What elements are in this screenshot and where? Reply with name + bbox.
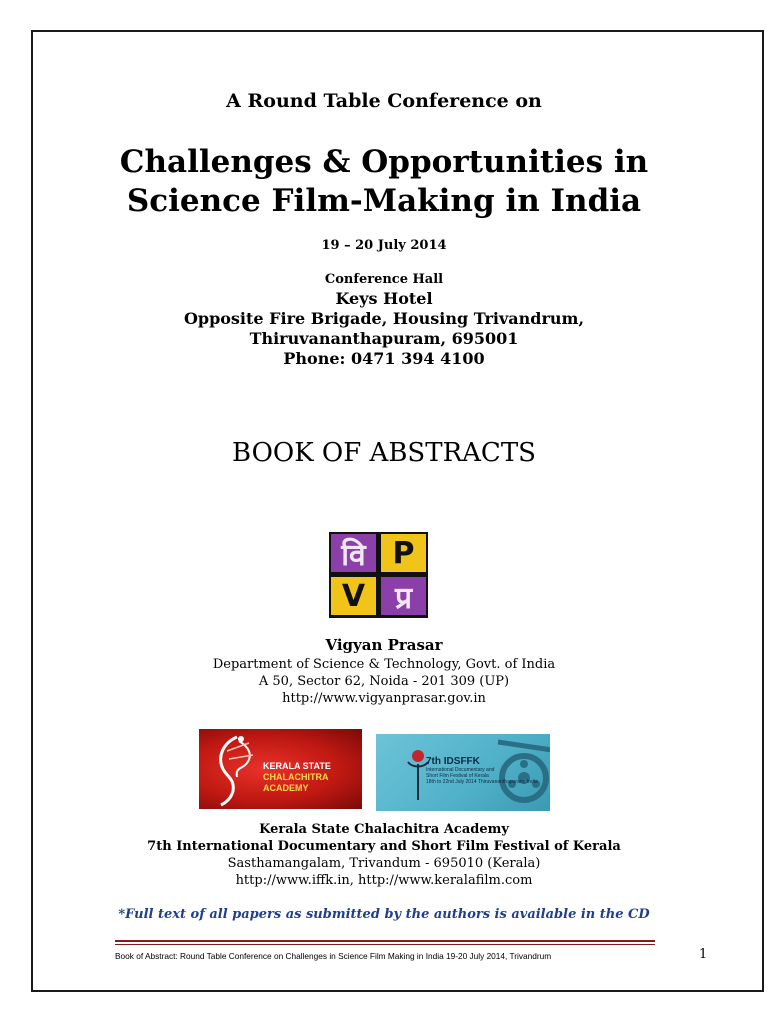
footer-rule-bottom bbox=[115, 944, 655, 945]
venue-name: Keys Hotel bbox=[335, 289, 433, 308]
organizer-name: Vigyan Prasar bbox=[325, 636, 443, 654]
organizer-dept: Department of Science & Technology, Govt. of India bbox=[212, 657, 556, 672]
main-title-line1: Challenges & Opportunities in bbox=[119, 144, 649, 180]
film-dancer-icon bbox=[209, 733, 269, 807]
logo-quadrant-vi: वि bbox=[331, 534, 376, 572]
co-organizer-festival: 7th International Documentary and Short Film Festival of Kerala bbox=[147, 839, 621, 854]
footer-rule-top bbox=[115, 940, 655, 942]
book-title: BOOK OF ABSTRACTS bbox=[232, 438, 536, 468]
co-organizer-urls: http://www.iffk.in, http://www.keralafilm.com bbox=[235, 873, 533, 888]
main-title bbox=[0, 143, 768, 221]
logo-quadrant-p: P bbox=[381, 534, 426, 572]
logo-quadrant-pra: प्र bbox=[381, 577, 426, 615]
idsffk-logo-line4: 18th to 22nd July 2014 Thiruvananthapuram, India bbox=[426, 779, 538, 785]
logo-quadrant-v: V bbox=[331, 577, 376, 615]
page-number: 1 bbox=[699, 947, 708, 962]
kerala-logo-text bbox=[263, 761, 331, 794]
pre-title: A Round Table Conference on bbox=[226, 90, 542, 112]
venue-label: Conference Hall bbox=[324, 272, 444, 287]
vigyan-prasar-logo bbox=[329, 532, 428, 618]
co-organizer-name: Kerala State Chalachitra Academy bbox=[259, 822, 509, 837]
organizer-address: A 50, Sector 62, Noida - 201 309 (UP) bbox=[258, 674, 510, 689]
venue-phone: Phone: 0471 394 4100 bbox=[283, 349, 485, 368]
venue-address-line2: Thiruvananthapuram, 695001 bbox=[249, 329, 519, 348]
idsffk-logo-text bbox=[426, 756, 538, 785]
idsffk-logo-line2: International Documentary and bbox=[426, 767, 495, 773]
footer-text: Book of Abstract: Round Table Conference on Challenges in Science Film Making in India 19-20 July 2014, Trivandrum bbox=[115, 951, 552, 961]
kerala-logo-line2: CHALACHITRA bbox=[263, 772, 329, 782]
co-organizer-address: Sasthamangalam, Trivandum - 695010 (Kerala) bbox=[227, 856, 541, 871]
kerala-logo-line1: KERALA STATE bbox=[263, 761, 331, 771]
venue-address-line1: Opposite Fire Brigade, Housing Trivandrum, bbox=[183, 309, 585, 328]
kerala-logo-line3: ACADEMY bbox=[263, 783, 309, 793]
idsffk-logo bbox=[376, 734, 550, 811]
kerala-chalachitra-academy-logo bbox=[199, 729, 362, 809]
conference-date: 19 – 20 July 2014 bbox=[321, 238, 447, 253]
idsffk-logo-line1: 7th IDSFFK bbox=[426, 756, 480, 767]
organizer-url: http://www.vigyanprasar.gov.in bbox=[282, 691, 486, 706]
cd-note: *Full text of all papers as submitted by the authors is available in the CD bbox=[118, 907, 650, 922]
idsffk-logo-line3: Short Film Festival of Kerala bbox=[426, 773, 489, 779]
main-title-line2: Science Film-Making in India bbox=[126, 183, 642, 219]
